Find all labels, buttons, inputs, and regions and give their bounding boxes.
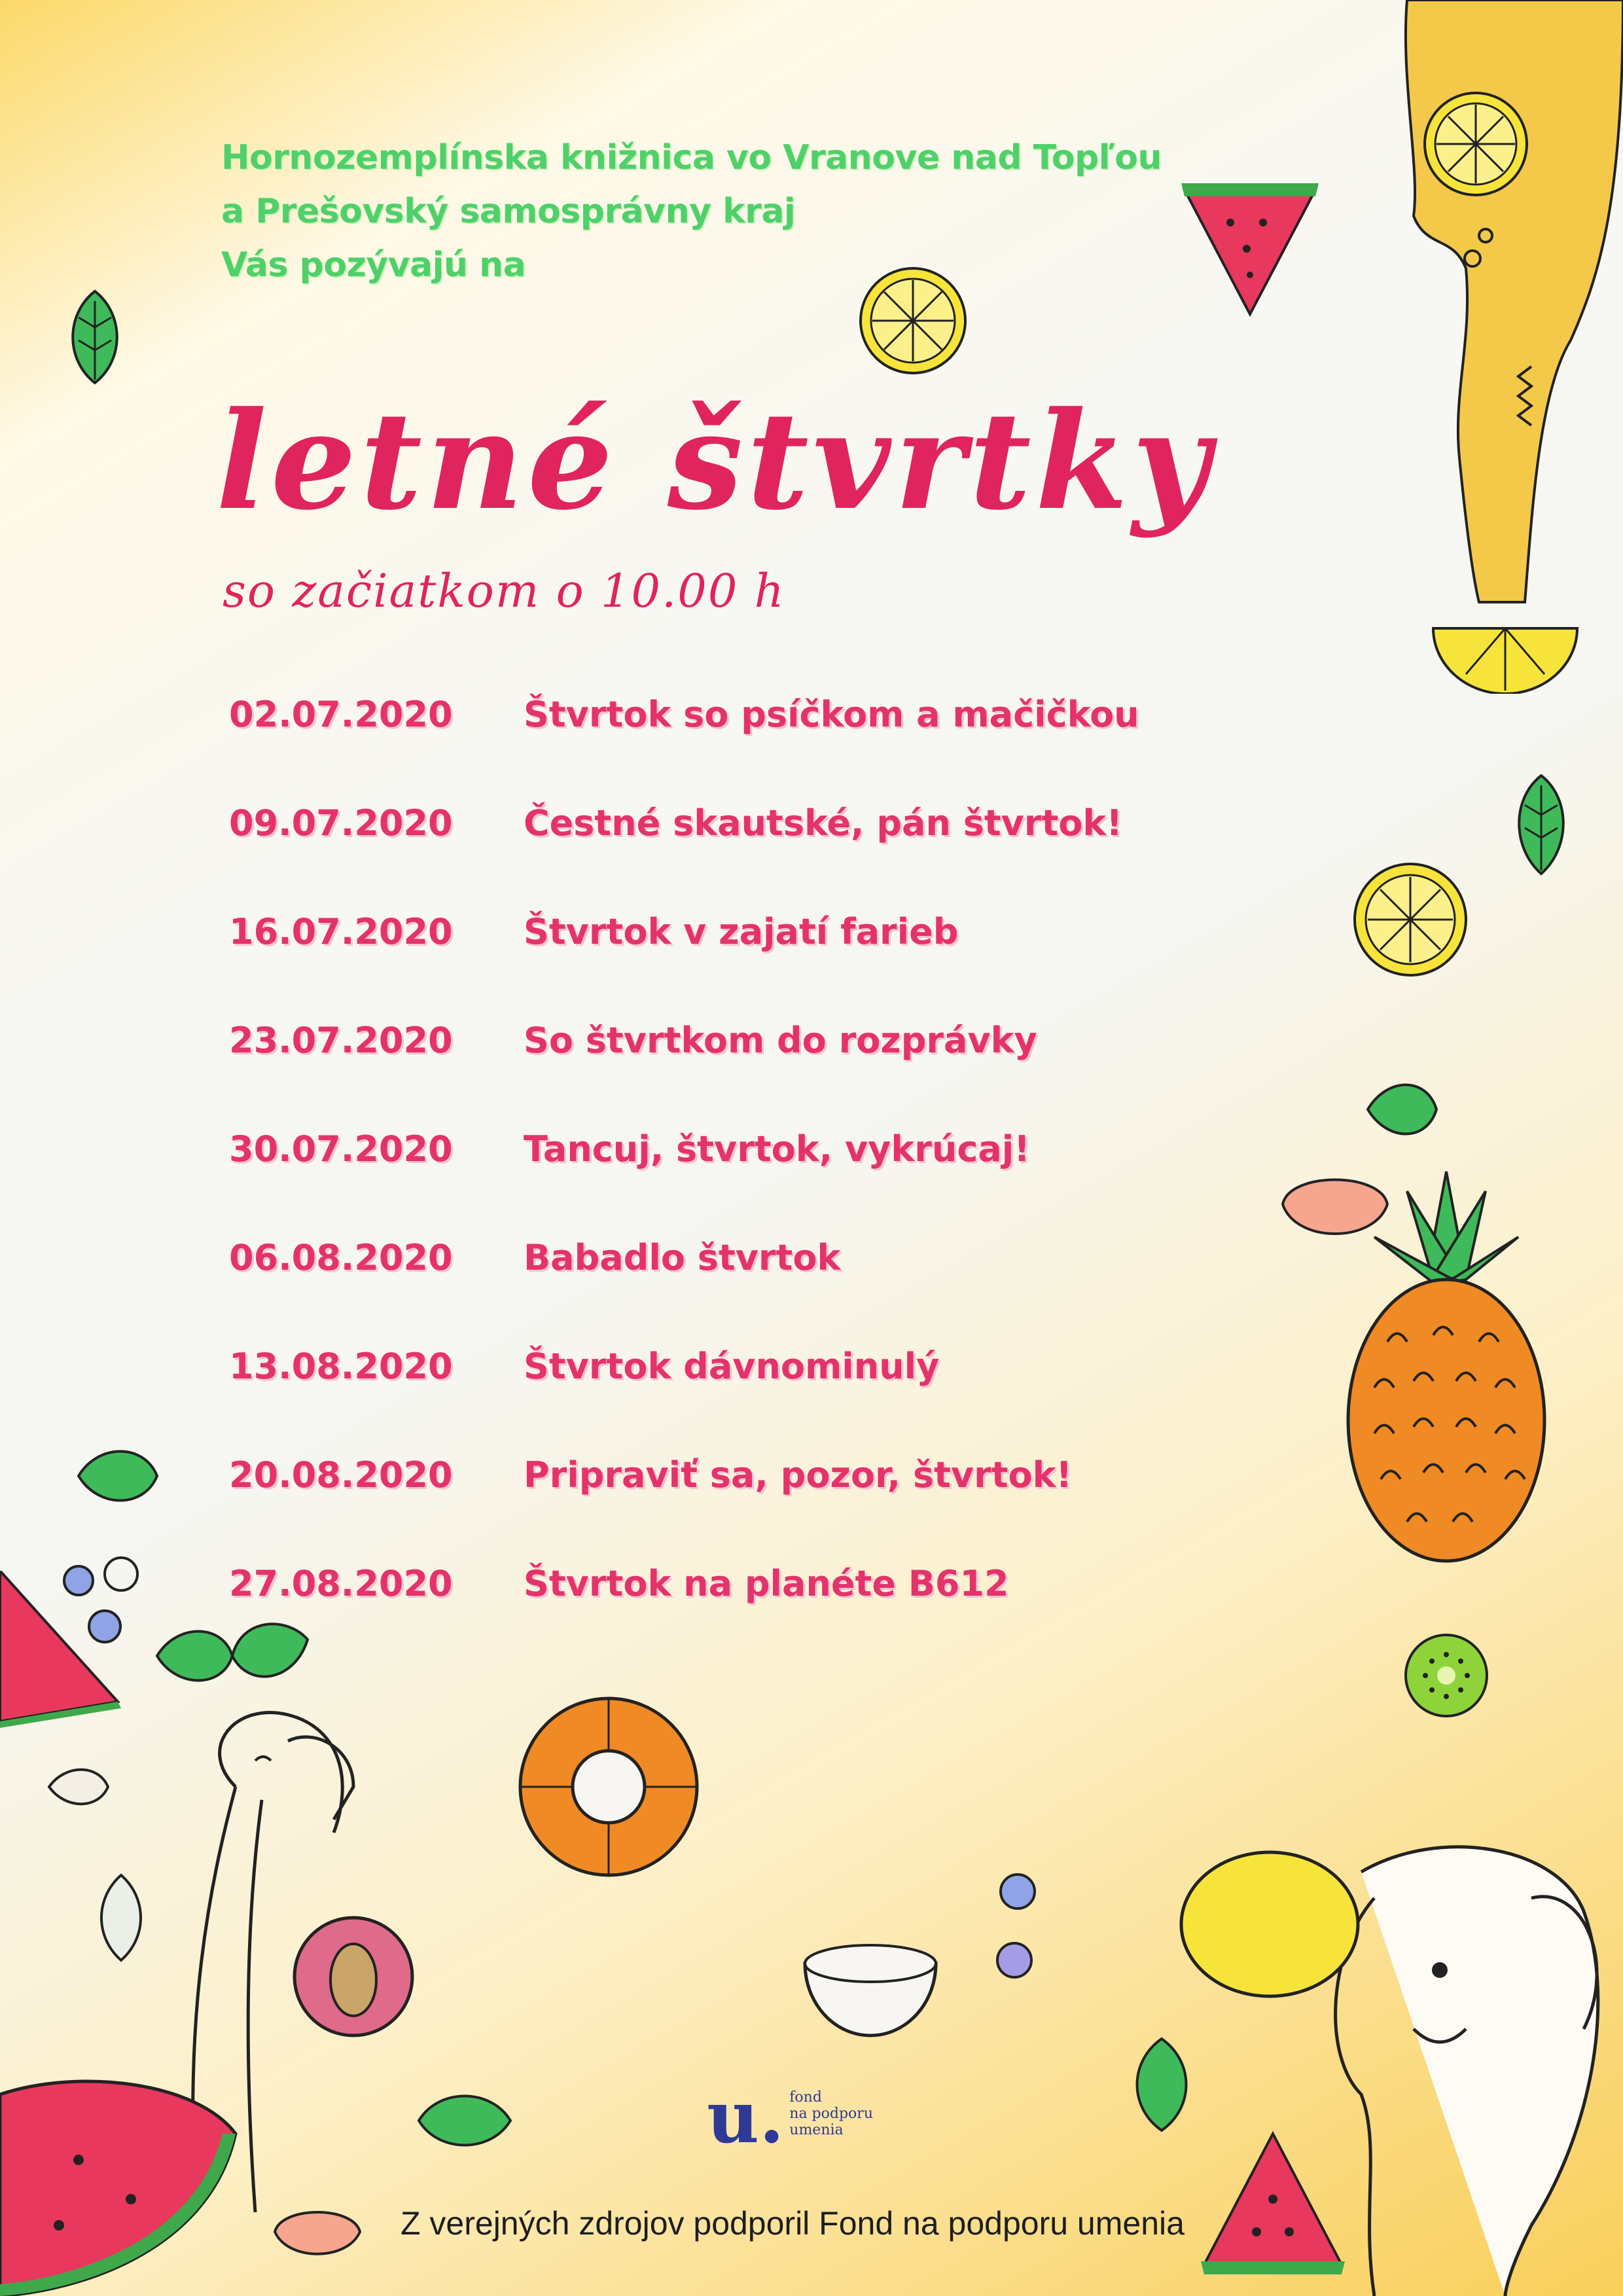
event-date: 16.07.2020 <box>229 911 453 952</box>
mint-leaf-icon <box>46 1761 111 1813</box>
event-name: Tancuj, štvrtok, vykrúcaj! <box>524 1128 1030 1170</box>
event-name: Čestné skautské, pán štvrtok! <box>524 802 1122 844</box>
fund-logo <box>707 2075 873 2159</box>
event-date: 02.07.2020 <box>229 694 453 735</box>
watermelon-slice-icon <box>1198 2127 1348 2278</box>
event-name: Pripraviť sa, pozor, štvrtok! <box>524 1454 1073 1496</box>
list-item <box>229 911 1139 1020</box>
lemon-icon <box>1171 1839 1368 2009</box>
event-name: Štvrtok na planéte B612 <box>524 1563 1009 1604</box>
fund-logo-line: na podporu <box>789 2106 873 2122</box>
event-date: 27.08.2020 <box>229 1563 453 1604</box>
support-statement: Z verejných zdrojov podporil Fond na podporu umenia <box>401 2205 1185 2242</box>
invitation-line: Vás pozývajú na <box>221 245 526 285</box>
list-item <box>229 1346 1139 1454</box>
mint-leaf-icon <box>72 1440 164 1512</box>
list-item <box>229 1237 1139 1346</box>
event-date: 06.08.2020 <box>229 1237 453 1278</box>
lemon-slice-icon <box>1427 615 1584 694</box>
peach-icon <box>281 1911 425 2042</box>
event-name: Štvrtok dávnominulý <box>524 1346 940 1387</box>
fund-logo-line: umenia <box>789 2122 844 2138</box>
fund-logo-mark: u. <box>707 2075 785 2159</box>
event-date: 20.08.2020 <box>229 1454 453 1496</box>
list-item <box>229 802 1139 911</box>
watermelon-slice-icon <box>0 1571 124 1728</box>
event-date: 09.07.2020 <box>229 802 453 844</box>
lemon-slice-icon <box>1420 88 1531 200</box>
blueberry-icon <box>988 1865 1047 1990</box>
mint-leaf-icon <box>1361 1073 1440 1145</box>
event-schedule <box>229 694 1139 1672</box>
peach-icon <box>268 2199 366 2265</box>
event-date: 30.07.2020 <box>229 1128 453 1170</box>
mint-leaf-icon <box>412 2081 517 2160</box>
pineapple-icon <box>1335 1165 1558 1571</box>
event-date: 23.07.2020 <box>229 1020 453 1061</box>
pineapple-ring-icon <box>510 1689 707 1885</box>
watermelon-slice-icon <box>1178 177 1322 327</box>
event-name: So štvrtkom do rozprávky <box>524 1020 1037 1061</box>
event-title: letné štvrtky <box>216 383 1214 540</box>
kiwi-slice-icon <box>1400 1630 1492 1721</box>
organizer-line-1: Hornozemplínska knižnica vo Vranove nad Topľou <box>221 138 1162 177</box>
list-item <box>229 1454 1139 1563</box>
event-name: Babadlo štvrtok <box>524 1237 841 1278</box>
event-name: Štvrtok so psíčkom a mačičkou <box>524 694 1139 735</box>
list-item <box>229 1563 1139 1672</box>
fund-logo-text <box>789 2089 873 2138</box>
list-item <box>229 1020 1139 1128</box>
fund-logo-line: fond <box>789 2089 822 2106</box>
orange-half-icon <box>798 1937 942 2049</box>
start-time: so začiatkom o 10.00 h <box>223 564 785 618</box>
organizer-line-2: a Prešovský samosprávny kraj <box>221 192 796 231</box>
list-item <box>229 1128 1139 1237</box>
mint-leaf-icon <box>1505 772 1577 877</box>
mint-leaf-icon <box>1119 2036 1204 2134</box>
mint-leaf-icon <box>59 288 131 386</box>
lemon-slice-icon <box>1348 857 1472 982</box>
mint-leaf-icon <box>92 1872 151 1964</box>
event-name: Štvrtok v zajatí farieb <box>524 911 959 952</box>
event-date: 13.08.2020 <box>229 1346 453 1387</box>
watermelon-slice-icon <box>0 2055 242 2296</box>
list-item <box>229 694 1139 802</box>
invitation-header <box>221 131 1162 292</box>
